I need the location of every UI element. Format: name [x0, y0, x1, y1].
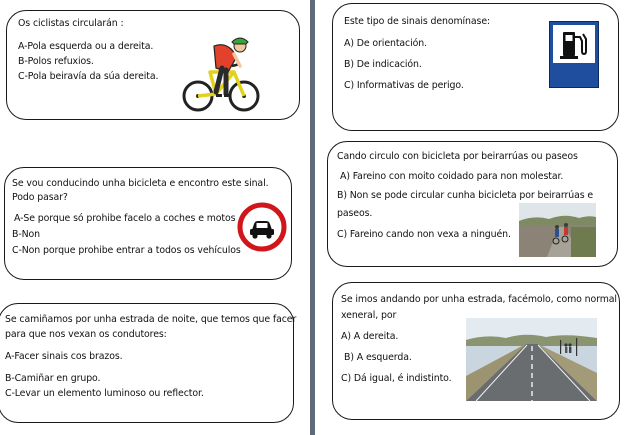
q5-option-a[interactable]: A-Facer sinais cos brazos. [5, 351, 123, 362]
q2-option-a[interactable]: A) De orientación. [344, 38, 427, 49]
q4-option-c[interactable]: C) Fareino cando non vexa a ninguén. [337, 229, 511, 240]
q1-option-c[interactable]: C-Pola beiravía da súa dereita. [18, 71, 159, 82]
q6-question: Se imos andando por unha estrada, facémolo, como normal [341, 294, 617, 305]
q5-question-line2: para que nos vexan os condutores: [5, 329, 167, 340]
q4-option-a[interactable]: A) Fareino con moito coidado para non molestar. [340, 171, 564, 182]
q2-option-b[interactable]: B) De indicación. [344, 59, 422, 70]
fuel-station-sign-icon [549, 21, 599, 88]
road-with-pedestrians-photo-icon [466, 318, 597, 401]
q3-question-line2: Podo pasar? [12, 192, 68, 203]
q3-option-a[interactable]: A-Se porque só prohibe facelo a coches e motos [14, 213, 236, 224]
q5-question: Se camiñamos por unha estrada de noite, que temos que facer [5, 314, 297, 325]
q1-option-a[interactable]: A-Pola esquerda ou a dereita. [18, 41, 154, 52]
q1-option-b[interactable]: B-Polos refuxios. [18, 56, 94, 67]
q4-option-b[interactable]: B) Non se pode circular cunha bicicleta por beirarrúas e [337, 190, 594, 201]
q3-option-c[interactable]: C-Non porque prohibe entrar a todos os vehículos [12, 245, 241, 256]
q6-option-b[interactable]: B) A esquerda. [344, 352, 412, 363]
cyclist-illustration-icon [182, 32, 262, 116]
q3-question: Se vou conducindo unha bicicleta e encontro este sinal. [12, 178, 269, 189]
q2-question: Este tipo de sinais denomínase: [344, 16, 491, 27]
q4-option-b-line2[interactable]: paseos. [337, 208, 373, 219]
q4-question: Cando circulo con bicicleta por beirarrúas ou paseos [337, 151, 578, 162]
q5-option-b[interactable]: B-Camiñar en grupo. [5, 373, 101, 384]
q6-option-c[interactable]: C) Dá igual, é indistinto. [341, 373, 452, 384]
q6-question-line2: xeneral, por [341, 310, 397, 321]
q1-question: Os ciclistas circularán : [18, 18, 124, 29]
cyclists-on-path-photo-icon [519, 203, 596, 257]
q5-option-c[interactable]: C-Levar un elemento luminoso ou reflector. [5, 388, 204, 399]
q2-option-c[interactable]: C) Informativas de perigo. [344, 80, 464, 91]
no-motor-vehicles-sign-icon [238, 203, 286, 251]
page-divider [310, 0, 315, 435]
q6-option-a[interactable]: A) A dereita. [341, 331, 399, 342]
q3-option-b[interactable]: B-Non [12, 229, 41, 240]
